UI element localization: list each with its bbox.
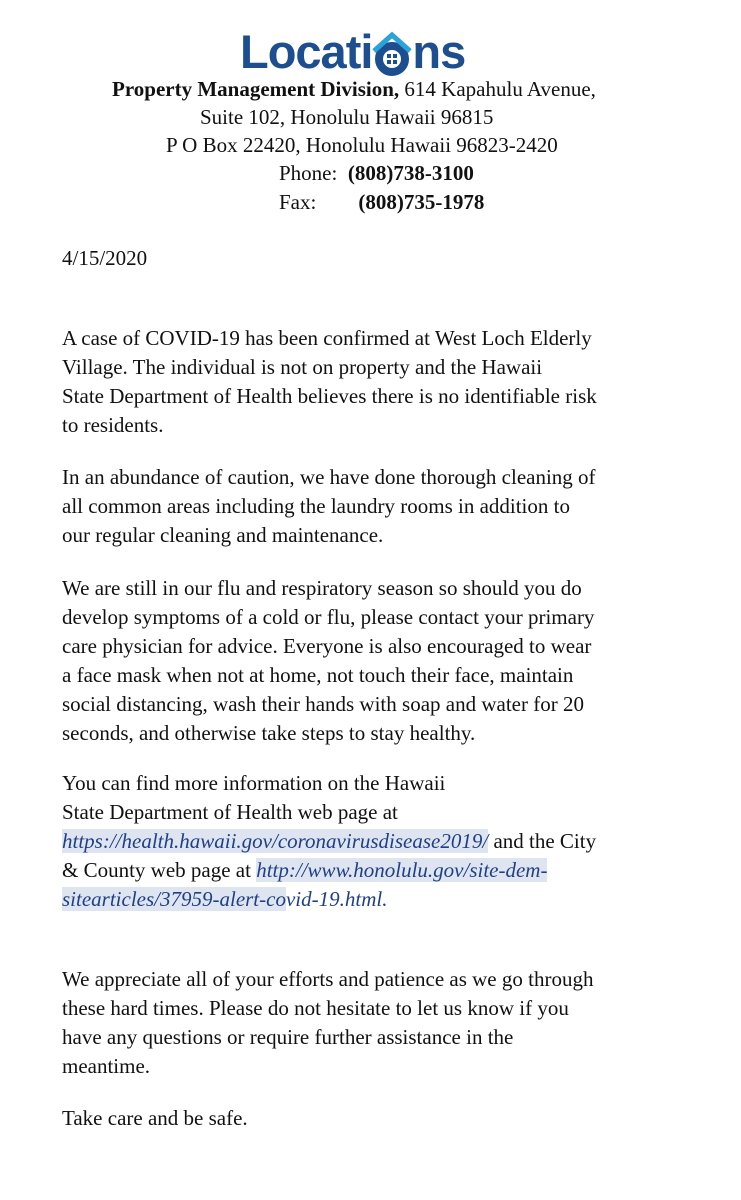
paragraph-line: these hard times. Please do not hesitate to let us know if you: [62, 996, 569, 1020]
phone-number: (808)738-3100: [347, 161, 474, 185]
paragraph-appreciation: [62, 965, 702, 1081]
fax-line: [279, 188, 484, 216]
paragraph-line: You can find more information on the Hawaii: [62, 771, 446, 795]
paragraph-line: State Department of Health web page at: [62, 800, 398, 824]
paragraph-line: our regular cleaning and maintenance.: [62, 523, 384, 547]
fax-number: (808)735-1978: [358, 190, 485, 214]
paragraph-line: care physician for advice. Everyone is also encouraged to wear: [62, 634, 592, 658]
paragraph-line: all common areas including the laundry rooms in addition to: [62, 494, 570, 518]
paragraph-line: a face mask when not at home, not touch their face, maintain: [62, 663, 574, 687]
letter-date: 4/15/2020: [62, 246, 148, 270]
paragraph-more-info: [62, 769, 702, 914]
division-name: Property Management Division,: [112, 77, 400, 101]
paragraph-line: to residents.: [62, 413, 164, 437]
doh-web-link[interactable]: https://health.hawaii.gov/coronavirusdisease2019/: [62, 829, 489, 853]
paragraph-line: We appreciate all of your efforts and patience as we go through: [62, 967, 594, 991]
paragraph-line: Village. The individual is not on property and the Hawaii: [62, 355, 543, 379]
paragraph-line: develop symptoms of a cold or flu, please contact your primary: [62, 605, 595, 629]
paragraph-line: [62, 827, 702, 856]
paragraph-covid-case: [62, 324, 702, 440]
paragraph-line: social distancing, wash their hands with soap and water for 20: [62, 692, 584, 716]
paragraph-line: [62, 885, 702, 914]
link-connector-text: and the City: [488, 829, 597, 853]
county-page-text: & County web page at: [62, 858, 257, 882]
paragraph-cleaning: [62, 463, 702, 550]
logo-text-start: Locati: [240, 25, 373, 78]
locations-logo: [240, 27, 465, 77]
paragraph-line: seconds, and otherwise take steps to stay healthy.: [62, 721, 476, 745]
honolulu-web-link-continued[interactable]: sitearticles/37959-alert-co: [62, 887, 286, 911]
paragraph-line: have any questions or require further assistance in the: [62, 1025, 514, 1049]
fax-label: Fax:: [279, 190, 317, 214]
address-street: 614 Kapahulu Avenue,: [399, 77, 596, 101]
paragraph-line: In an abundance of caution, we have done thorough cleaning of: [62, 465, 596, 489]
paragraph-line: [62, 856, 702, 885]
closing-line: Take care and be safe.: [62, 1106, 248, 1130]
paragraph-line: meantime.: [62, 1054, 151, 1078]
po-box-line: P O Box 22420, Honolulu Hawaii 96823-2420: [166, 133, 558, 157]
paragraph-health-advice: [62, 574, 702, 748]
honolulu-web-link[interactable]: http://www.honolulu.gov/site-dem-: [256, 858, 548, 882]
paragraph-line: A case of COVID-19 has been confirmed at West Loch Elderly: [62, 326, 592, 350]
paragraph-line: State Department of Health believes there is no identifiable risk: [62, 384, 597, 408]
phone-label: Phone:: [279, 161, 338, 185]
header-line-1: [112, 75, 596, 103]
house-roof-icon: [372, 27, 412, 77]
honolulu-web-link-tail[interactable]: vid-19.html.: [285, 887, 388, 911]
address-line-2: Suite 102, Honolulu Hawaii 96815: [200, 105, 494, 129]
phone-line: [279, 159, 474, 187]
logo-text-end: ns: [412, 25, 466, 78]
paragraph-line: We are still in our flu and respiratory season so should you do: [62, 576, 582, 600]
